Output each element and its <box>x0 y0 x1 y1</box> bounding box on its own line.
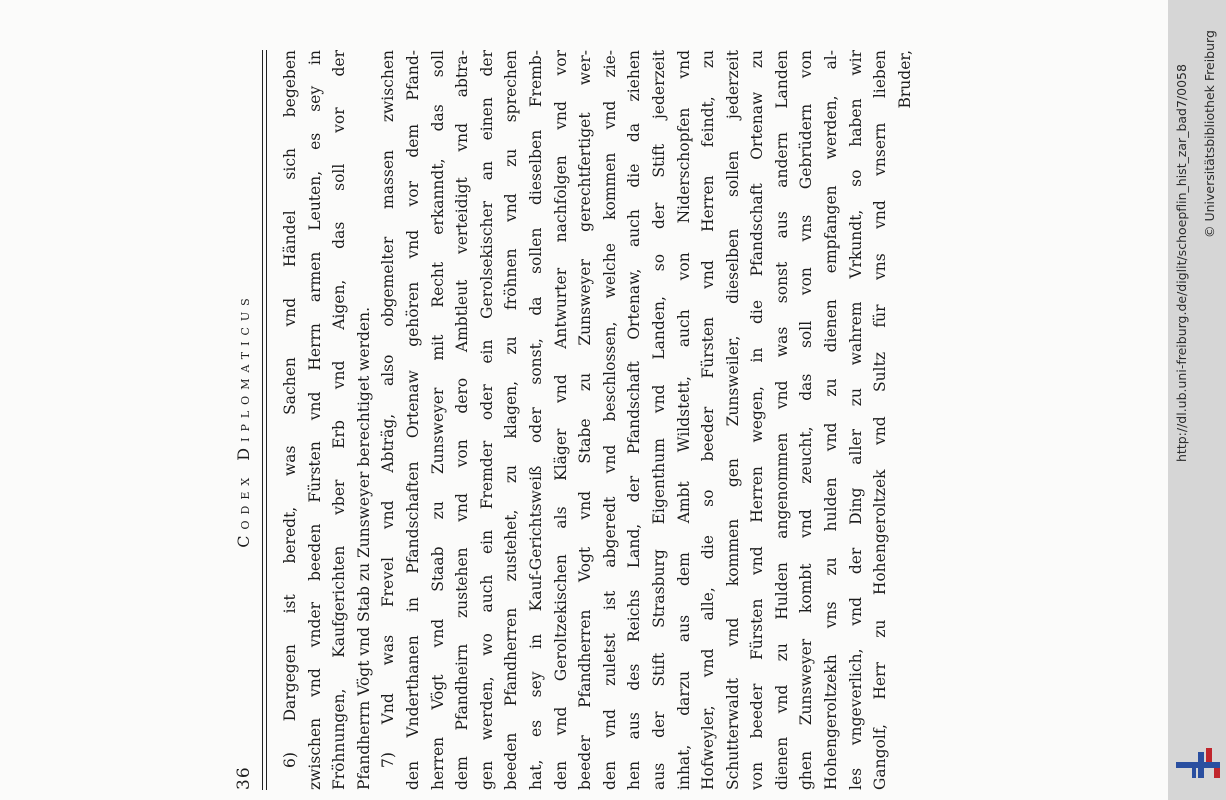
text-line: Schutterwaldt vnd kommen gen Zunsweiler, dieselben sollen jederzeit <box>723 50 742 790</box>
source-url[interactable]: http://dl.ub.uni-freiburg.de/diglit/schoepflin_hist_zar_bad7/0058 <box>1174 64 1189 462</box>
text-line: ghen Zunsweyer kombt vnd zeucht, das soll von vns Gebrüdern von <box>797 50 816 790</box>
text-line: Hohengeroltzekh vns zu hulden vnd zu dienen empfangen werden, al- <box>822 50 841 790</box>
sidebar-strip <box>1168 0 1226 800</box>
running-title: Codex Diplomaticus <box>234 292 253 548</box>
header-rule-thin <box>266 50 267 790</box>
book-page <box>226 50 966 790</box>
text-line: inhat, darzu aus dem Ambt Wildstett, auch von Niderschopfen vnd <box>674 50 693 790</box>
text-line: herren Vögt vnd Staab zu Zunsweyer mit Recht erkanndt, das soll <box>428 50 447 790</box>
text-line: Gangolf, Herr zu Hohengeroltzek vnd Sultz für vns vnd vnsern lieben <box>871 50 890 790</box>
body-text <box>278 50 917 790</box>
ub-freiburg-logo-icon <box>1176 748 1220 782</box>
text-line: dienen vnd zu Hulden angenommen vnd was sonst aus andern Landen <box>772 50 791 790</box>
text-line: von beeder Fürsten vnd Herren wegen, in die Pfandschaft Ortenaw zu <box>748 50 767 790</box>
text-line: Fröhnungen, Kaufgerichten vber Erb vnd Aigen, das soll vor der <box>330 50 349 790</box>
text-line: 6) Dargegen ist beredt, was Sachen vnd Händel sich begeben <box>281 50 299 768</box>
text-line: beeden Pfandherren zustehet, zu klagen, zu fröhnen vnd zu sprechen <box>502 50 521 790</box>
text-line: zwischen vnd vnder beeden Fürsten vnd Herrn armen Leuten, es sey in <box>305 50 324 790</box>
text-line: hen aus des Reichs Land, der Pfandschaft Ortenaw, auch die da ziehen <box>625 50 644 790</box>
text-line: les vngeverlich, vnd der Ding aller zu wahrem Vrkundt, so haben wir <box>846 50 865 790</box>
text-line: aus der Stift Strasburg Eigenthum vnd Landen, so der Stift jederzeit <box>649 50 668 790</box>
text-line: Pfandherrn Vögt vnd Stab zu Zunsweyer berechtiget werden. <box>354 306 373 790</box>
running-head <box>234 50 260 790</box>
text-line: hat, es sey in Kauf-Gerichtsweiß oder sonst, da sollen dieselben Fremb- <box>526 50 545 790</box>
text-line: gen werden, wo auch ein Fremder oder ein Gerolsekischer an einen der <box>477 50 496 790</box>
text-line: beeder Pfandherren Vogt vnd Stabe zu Zunsweyer gerechtfertiget wer- <box>576 50 595 790</box>
text-line: Bruder, <box>895 50 914 109</box>
header-rule <box>262 50 263 790</box>
text-line: den Vnderthanen in Pfandschaften Ortenaw gehören vnd vor dem Pfand- <box>403 50 422 790</box>
text-line: den vnd Geroltzekischen als Kläger vnd Antwurter nachfolgen vnd vor <box>551 50 570 790</box>
copyright-notice: © Universitätsbibliothek Freiburg <box>1202 30 1217 238</box>
text-line: dem Pfandheirn zustehen vnd von dero Ambtleut verteidigt vnd abtra- <box>453 50 472 790</box>
text-line: Hofweyler, vnd alle, die so beeder Fürsten vnd Herren feindt, zu <box>699 50 718 790</box>
text-line: den vnd zuletst ist abgeredt vnd beschlossen, welche kommen vnd zie- <box>600 50 619 790</box>
text-line: 7) Vnd was Frevel vnd Abträg, also obgemelter massen zwischen <box>379 50 398 768</box>
page-number: 36 <box>234 766 254 790</box>
